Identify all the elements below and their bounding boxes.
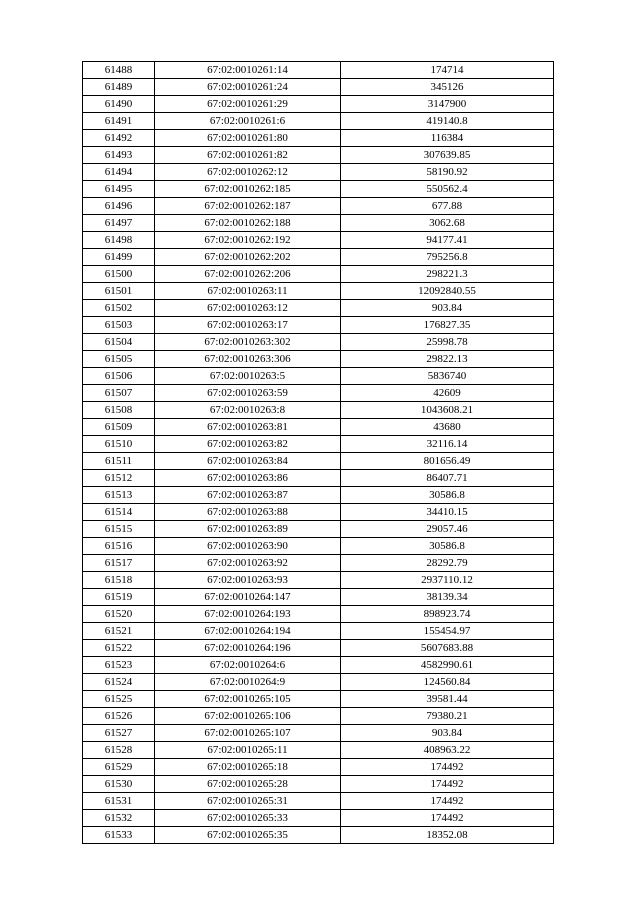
row-number-cell: 61494 bbox=[83, 164, 155, 181]
row-number-cell: 61528 bbox=[83, 742, 155, 759]
row-number-cell: 61495 bbox=[83, 181, 155, 198]
cadastral-number-cell: 67:02:0010264:194 bbox=[155, 623, 341, 640]
cadastral-number-cell: 67:02:0010261:29 bbox=[155, 96, 341, 113]
table-row bbox=[83, 351, 554, 368]
row-number-cell: 61509 bbox=[83, 419, 155, 436]
value-cell: 18352.08 bbox=[341, 827, 554, 844]
row-number-cell: 61524 bbox=[83, 674, 155, 691]
cadastral-number-cell: 67:02:0010263:90 bbox=[155, 538, 341, 555]
table-row bbox=[83, 147, 554, 164]
value-cell: 58190.92 bbox=[341, 164, 554, 181]
value-cell: 124560.84 bbox=[341, 674, 554, 691]
value-cell: 86407.71 bbox=[341, 470, 554, 487]
value-cell: 32116.14 bbox=[341, 436, 554, 453]
cadastral-number-cell: 67:02:0010263:82 bbox=[155, 436, 341, 453]
value-cell: 5607683.88 bbox=[341, 640, 554, 657]
cadastral-number-cell: 67:02:0010263:5 bbox=[155, 368, 341, 385]
value-cell: 5836740 bbox=[341, 368, 554, 385]
cadastral-number-cell: 67:02:0010263:93 bbox=[155, 572, 341, 589]
value-cell: 43680 bbox=[341, 419, 554, 436]
value-cell: 903.84 bbox=[341, 300, 554, 317]
row-number-cell: 61532 bbox=[83, 810, 155, 827]
row-number-cell: 61489 bbox=[83, 79, 155, 96]
value-cell: 795256.8 bbox=[341, 249, 554, 266]
value-cell: 174714 bbox=[341, 62, 554, 79]
table-row bbox=[83, 79, 554, 96]
row-number-cell: 61520 bbox=[83, 606, 155, 623]
row-number-cell: 61499 bbox=[83, 249, 155, 266]
value-cell: 12092840.55 bbox=[341, 283, 554, 300]
value-cell: 79380.21 bbox=[341, 708, 554, 725]
value-cell: 174492 bbox=[341, 793, 554, 810]
table-row bbox=[83, 742, 554, 759]
cadastral-number-cell: 67:02:0010263:17 bbox=[155, 317, 341, 334]
table-row bbox=[83, 232, 554, 249]
table-row bbox=[83, 623, 554, 640]
value-cell: 550562.4 bbox=[341, 181, 554, 198]
row-number-cell: 61497 bbox=[83, 215, 155, 232]
cadastral-number-cell: 67:02:0010264:196 bbox=[155, 640, 341, 657]
table-body bbox=[83, 62, 554, 844]
cadastral-number-cell: 67:02:0010261:80 bbox=[155, 130, 341, 147]
table-row bbox=[83, 793, 554, 810]
cadastral-number-cell: 67:02:0010265:18 bbox=[155, 759, 341, 776]
row-number-cell: 61523 bbox=[83, 657, 155, 674]
table-row bbox=[83, 725, 554, 742]
cadastral-number-cell: 67:02:0010263:86 bbox=[155, 470, 341, 487]
row-number-cell: 61501 bbox=[83, 283, 155, 300]
table-row bbox=[83, 606, 554, 623]
table-row bbox=[83, 317, 554, 334]
row-number-cell: 61500 bbox=[83, 266, 155, 283]
value-cell: 903.84 bbox=[341, 725, 554, 742]
table-row bbox=[83, 504, 554, 521]
value-cell: 4582990.61 bbox=[341, 657, 554, 674]
cadastral-number-cell: 67:02:0010263:87 bbox=[155, 487, 341, 504]
table-row bbox=[83, 402, 554, 419]
value-cell: 116384 bbox=[341, 130, 554, 147]
value-cell: 176827.35 bbox=[341, 317, 554, 334]
value-cell: 419140.8 bbox=[341, 113, 554, 130]
table-row bbox=[83, 368, 554, 385]
row-number-cell: 61507 bbox=[83, 385, 155, 402]
value-cell: 3147900 bbox=[341, 96, 554, 113]
cadastral-number-cell: 67:02:0010265:11 bbox=[155, 742, 341, 759]
row-number-cell: 61519 bbox=[83, 589, 155, 606]
row-number-cell: 61521 bbox=[83, 623, 155, 640]
table-row bbox=[83, 300, 554, 317]
table-row bbox=[83, 708, 554, 725]
value-cell: 345126 bbox=[341, 79, 554, 96]
row-number-cell: 61510 bbox=[83, 436, 155, 453]
cadastral-number-cell: 67:02:0010265:106 bbox=[155, 708, 341, 725]
row-number-cell: 61513 bbox=[83, 487, 155, 504]
table-row bbox=[83, 589, 554, 606]
row-number-cell: 61530 bbox=[83, 776, 155, 793]
row-number-cell: 61518 bbox=[83, 572, 155, 589]
cadastral-number-cell: 67:02:0010265:31 bbox=[155, 793, 341, 810]
cadastral-number-cell: 67:02:0010265:33 bbox=[155, 810, 341, 827]
table-row bbox=[83, 555, 554, 572]
table-row bbox=[83, 674, 554, 691]
row-number-cell: 61515 bbox=[83, 521, 155, 538]
cadastral-value-table bbox=[82, 61, 554, 844]
cadastral-number-cell: 67:02:0010265:107 bbox=[155, 725, 341, 742]
value-cell: 38139.34 bbox=[341, 589, 554, 606]
table-row bbox=[83, 113, 554, 130]
value-cell: 29822.13 bbox=[341, 351, 554, 368]
table-row bbox=[83, 419, 554, 436]
row-number-cell: 61526 bbox=[83, 708, 155, 725]
table-row bbox=[83, 181, 554, 198]
row-number-cell: 61492 bbox=[83, 130, 155, 147]
table-row bbox=[83, 776, 554, 793]
table-row bbox=[83, 96, 554, 113]
row-number-cell: 61525 bbox=[83, 691, 155, 708]
row-number-cell: 61505 bbox=[83, 351, 155, 368]
cadastral-number-cell: 67:02:0010264:9 bbox=[155, 674, 341, 691]
cadastral-number-cell: 67:02:0010262:187 bbox=[155, 198, 341, 215]
value-cell: 1043608.21 bbox=[341, 402, 554, 419]
cadastral-number-cell: 67:02:0010263:92 bbox=[155, 555, 341, 572]
cadastral-number-cell: 67:02:0010261:82 bbox=[155, 147, 341, 164]
row-number-cell: 61493 bbox=[83, 147, 155, 164]
row-number-cell: 61498 bbox=[83, 232, 155, 249]
cadastral-number-cell: 67:02:0010263:88 bbox=[155, 504, 341, 521]
row-number-cell: 61508 bbox=[83, 402, 155, 419]
table-row bbox=[83, 266, 554, 283]
cadastral-number-cell: 67:02:0010262:192 bbox=[155, 232, 341, 249]
row-number-cell: 61512 bbox=[83, 470, 155, 487]
cadastral-number-cell: 67:02:0010262:202 bbox=[155, 249, 341, 266]
row-number-cell: 61502 bbox=[83, 300, 155, 317]
row-number-cell: 61496 bbox=[83, 198, 155, 215]
value-cell: 29057.46 bbox=[341, 521, 554, 538]
row-number-cell: 61517 bbox=[83, 555, 155, 572]
value-cell: 42609 bbox=[341, 385, 554, 402]
cadastral-number-cell: 67:02:0010262:188 bbox=[155, 215, 341, 232]
table-row bbox=[83, 538, 554, 555]
table-row bbox=[83, 62, 554, 79]
cadastral-number-cell: 67:02:0010265:35 bbox=[155, 827, 341, 844]
table-row bbox=[83, 198, 554, 215]
value-cell: 94177.41 bbox=[341, 232, 554, 249]
cadastral-number-cell: 67:02:0010264:6 bbox=[155, 657, 341, 674]
table-row bbox=[83, 164, 554, 181]
table-row bbox=[83, 759, 554, 776]
cadastral-number-cell: 67:02:0010261:6 bbox=[155, 113, 341, 130]
row-number-cell: 61527 bbox=[83, 725, 155, 742]
table-row bbox=[83, 453, 554, 470]
cadastral-number-cell: 67:02:0010263:59 bbox=[155, 385, 341, 402]
value-cell: 30586.8 bbox=[341, 538, 554, 555]
value-cell: 34410.15 bbox=[341, 504, 554, 521]
cadastral-number-cell: 67:02:0010262:206 bbox=[155, 266, 341, 283]
value-cell: 2937110.12 bbox=[341, 572, 554, 589]
row-number-cell: 61514 bbox=[83, 504, 155, 521]
cadastral-number-cell: 67:02:0010263:81 bbox=[155, 419, 341, 436]
row-number-cell: 61506 bbox=[83, 368, 155, 385]
cadastral-number-cell: 67:02:0010262:12 bbox=[155, 164, 341, 181]
row-number-cell: 61488 bbox=[83, 62, 155, 79]
table-row bbox=[83, 130, 554, 147]
cadastral-number-cell: 67:02:0010263:11 bbox=[155, 283, 341, 300]
row-number-cell: 61533 bbox=[83, 827, 155, 844]
table-row bbox=[83, 283, 554, 300]
table-row bbox=[83, 249, 554, 266]
table-row bbox=[83, 657, 554, 674]
row-number-cell: 61511 bbox=[83, 453, 155, 470]
value-cell: 174492 bbox=[341, 810, 554, 827]
value-cell: 298221.3 bbox=[341, 266, 554, 283]
cadastral-number-cell: 67:02:0010264:193 bbox=[155, 606, 341, 623]
value-cell: 30586.8 bbox=[341, 487, 554, 504]
cadastral-number-cell: 67:02:0010264:147 bbox=[155, 589, 341, 606]
cadastral-number-cell: 67:02:0010263:12 bbox=[155, 300, 341, 317]
value-cell: 3062.68 bbox=[341, 215, 554, 232]
table-row bbox=[83, 640, 554, 657]
row-number-cell: 61522 bbox=[83, 640, 155, 657]
cadastral-number-cell: 67:02:0010263:8 bbox=[155, 402, 341, 419]
value-cell: 39581.44 bbox=[341, 691, 554, 708]
row-number-cell: 61491 bbox=[83, 113, 155, 130]
value-cell: 25998.78 bbox=[341, 334, 554, 351]
table-row bbox=[83, 436, 554, 453]
table-row bbox=[83, 521, 554, 538]
table-row bbox=[83, 827, 554, 844]
cadastral-number-cell: 67:02:0010261:24 bbox=[155, 79, 341, 96]
cadastral-number-cell: 67:02:0010262:185 bbox=[155, 181, 341, 198]
table-row bbox=[83, 572, 554, 589]
table-row bbox=[83, 691, 554, 708]
table-row bbox=[83, 487, 554, 504]
cadastral-number-cell: 67:02:0010263:306 bbox=[155, 351, 341, 368]
cadastral-number-cell: 67:02:0010265:28 bbox=[155, 776, 341, 793]
value-cell: 174492 bbox=[341, 776, 554, 793]
row-number-cell: 61516 bbox=[83, 538, 155, 555]
cadastral-number-cell: 67:02:0010265:105 bbox=[155, 691, 341, 708]
value-cell: 307639.85 bbox=[341, 147, 554, 164]
cadastral-number-cell: 67:02:0010263:84 bbox=[155, 453, 341, 470]
table-row bbox=[83, 810, 554, 827]
cadastral-number-cell: 67:02:0010263:302 bbox=[155, 334, 341, 351]
value-cell: 898923.74 bbox=[341, 606, 554, 623]
value-cell: 155454.97 bbox=[341, 623, 554, 640]
row-number-cell: 61503 bbox=[83, 317, 155, 334]
value-cell: 174492 bbox=[341, 759, 554, 776]
row-number-cell: 61504 bbox=[83, 334, 155, 351]
table-row bbox=[83, 385, 554, 402]
value-cell: 408963.22 bbox=[341, 742, 554, 759]
row-number-cell: 61490 bbox=[83, 96, 155, 113]
table-row bbox=[83, 470, 554, 487]
value-cell: 28292.79 bbox=[341, 555, 554, 572]
table-row bbox=[83, 215, 554, 232]
table-row bbox=[83, 334, 554, 351]
value-cell: 677.88 bbox=[341, 198, 554, 215]
cadastral-number-cell: 67:02:0010263:89 bbox=[155, 521, 341, 538]
value-cell: 801656.49 bbox=[341, 453, 554, 470]
cadastral-number-cell: 67:02:0010261:14 bbox=[155, 62, 341, 79]
row-number-cell: 61531 bbox=[83, 793, 155, 810]
row-number-cell: 61529 bbox=[83, 759, 155, 776]
